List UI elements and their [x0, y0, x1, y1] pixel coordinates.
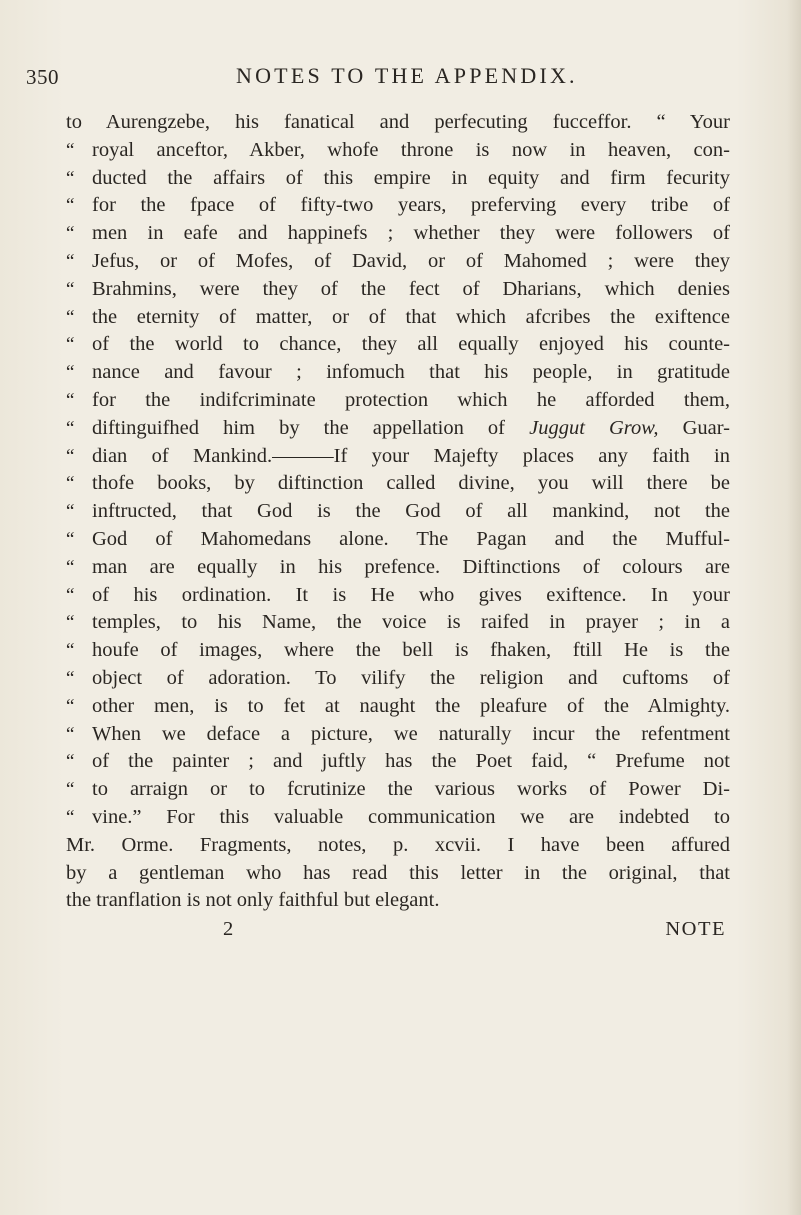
footer-line	[66, 915, 730, 943]
line-text: for the fpace of fifty-two years, preferving every tribe of	[92, 194, 730, 217]
quote-mark: “	[66, 195, 75, 217]
quote-mark: “	[66, 334, 75, 356]
page-edge-shadow	[787, 0, 801, 1215]
text-line	[66, 192, 730, 220]
line-text: houfe of images, where the bell is fhaken, ftill He is the	[92, 639, 730, 662]
line-text: inftructed, that God is the God of all mankind, not the	[92, 500, 730, 523]
text-line	[66, 860, 730, 888]
line-text: the eternity of matter, or of that which afcribes the exiftence	[92, 305, 730, 328]
line-text: other men, is to fet at naught the pleafure of the Almighty.	[92, 694, 730, 717]
text-line	[66, 721, 730, 749]
line-text: Brahmins, were they of the fect of Dharians, which denies	[92, 277, 730, 300]
line-text: Mr. Orme. Fragments, notes, p. xcvii. I have been affured	[66, 833, 730, 856]
quote-mark: “	[66, 417, 75, 439]
quote-mark: “	[66, 779, 75, 801]
quote-mark: “	[66, 362, 75, 384]
text-line	[66, 554, 730, 582]
text-line	[66, 637, 730, 665]
quote-mark: “	[66, 612, 75, 634]
quote-mark: “	[66, 473, 75, 495]
line-text: God of Mahomedans alone. The Pagan and the Mufful-	[92, 527, 730, 550]
quote-mark: “	[66, 806, 75, 828]
text-line	[66, 748, 730, 776]
catchword: NOTE	[665, 918, 726, 941]
text-line	[66, 776, 730, 804]
quote-mark: “	[66, 501, 75, 523]
quote-mark: “	[66, 278, 75, 300]
quote-mark: “	[66, 139, 75, 161]
text-line	[66, 470, 730, 498]
line-text: dian of Mankind.———If your Majefty places any faith in	[92, 444, 730, 467]
line-text: man are equally in his prefence. Diftinctions of colours are	[92, 555, 730, 578]
text-line	[66, 387, 730, 415]
quote-mark: “	[66, 723, 75, 745]
text-line	[66, 220, 730, 248]
quote-mark: “	[66, 223, 75, 245]
quote-mark: “	[66, 306, 75, 328]
line-text: to Aurengzebe, his fanatical and perfecuting fucceffor. “ Your	[66, 111, 730, 133]
running-head: NOTES TO THE APPENDIX.	[236, 63, 578, 88]
text-line	[66, 609, 730, 637]
quote-mark: “	[66, 445, 75, 467]
line-text: object of adoration. To vilify the religion and cuftoms of	[92, 666, 730, 689]
text-line	[66, 526, 730, 554]
text-line	[66, 443, 730, 471]
line-text: ducted the affairs of this empire in equity and firm fecurity	[92, 166, 730, 189]
line-text: Jefus, or of Mofes, of David, or of Mahomed ; were they	[92, 249, 730, 272]
line-text: of the world to chance, they all equally enjoyed his counte-	[92, 333, 730, 356]
line-text: temples, to his Name, the voice is raifed in prayer ; in a	[92, 611, 730, 634]
line-text: thofe books, by diftinction called divine, you will there be	[92, 472, 730, 495]
text-line	[66, 137, 730, 165]
text-line	[66, 498, 730, 526]
signature-mark: 2	[223, 918, 234, 941]
line-text: nance and favour ; infomuch that his people, in gratitude	[92, 361, 730, 384]
text-line	[66, 109, 730, 137]
quote-mark: “	[66, 751, 75, 773]
text-line	[66, 359, 730, 387]
line-text: diftinguifhed him by the appellation of	[92, 416, 506, 439]
text-line	[66, 331, 730, 359]
line-text: Guar-	[682, 416, 730, 439]
quote-mark: “	[66, 695, 75, 717]
text-line	[66, 832, 730, 860]
text-line	[66, 248, 730, 276]
quote-mark: “	[66, 250, 75, 272]
line-text: When we deface a picture, we naturally incur the refentment	[92, 722, 730, 745]
quote-mark: “	[66, 667, 75, 689]
text-line	[66, 304, 730, 332]
line-text: vine.” For this valuable communication we are indebted to	[92, 805, 730, 828]
line-text: of the painter ; and juftly has the Poet faid, “ Prefume not	[92, 750, 730, 773]
italic-phrase: Juggut Grow,	[529, 416, 659, 439]
line-text: to arraign or to fcrutinize the various works of Power Di-	[92, 778, 730, 801]
quote-mark: “	[66, 167, 75, 189]
line-text: royal anceftor, Akber, whofe throne is now in heaven, con-	[92, 138, 730, 161]
quote-mark: “	[66, 584, 75, 606]
text-line	[66, 582, 730, 610]
text-line	[66, 276, 730, 304]
text-line	[66, 693, 730, 721]
text-line	[66, 804, 730, 832]
line-text: men in eafe and happinefs ; whether they were followers of	[92, 222, 730, 245]
line-text: the tranflation is not only faithful but elegant.	[66, 889, 440, 912]
text-line	[66, 887, 730, 915]
body-text	[66, 109, 730, 943]
quote-mark: “	[66, 389, 75, 411]
page-number: 350	[26, 65, 59, 89]
line-text: by a gentleman who has read this letter in the original, that	[66, 861, 730, 884]
text-line	[66, 665, 730, 693]
quote-mark: “	[66, 528, 75, 550]
line-text: for the indifcriminate protection which he afforded them,	[92, 388, 730, 411]
quote-mark: “	[66, 640, 75, 662]
text-line	[66, 415, 730, 443]
quote-mark: “	[66, 556, 75, 578]
line-text: of his ordination. It is He who gives exiftence. In your	[92, 583, 730, 606]
text-line	[66, 165, 730, 193]
